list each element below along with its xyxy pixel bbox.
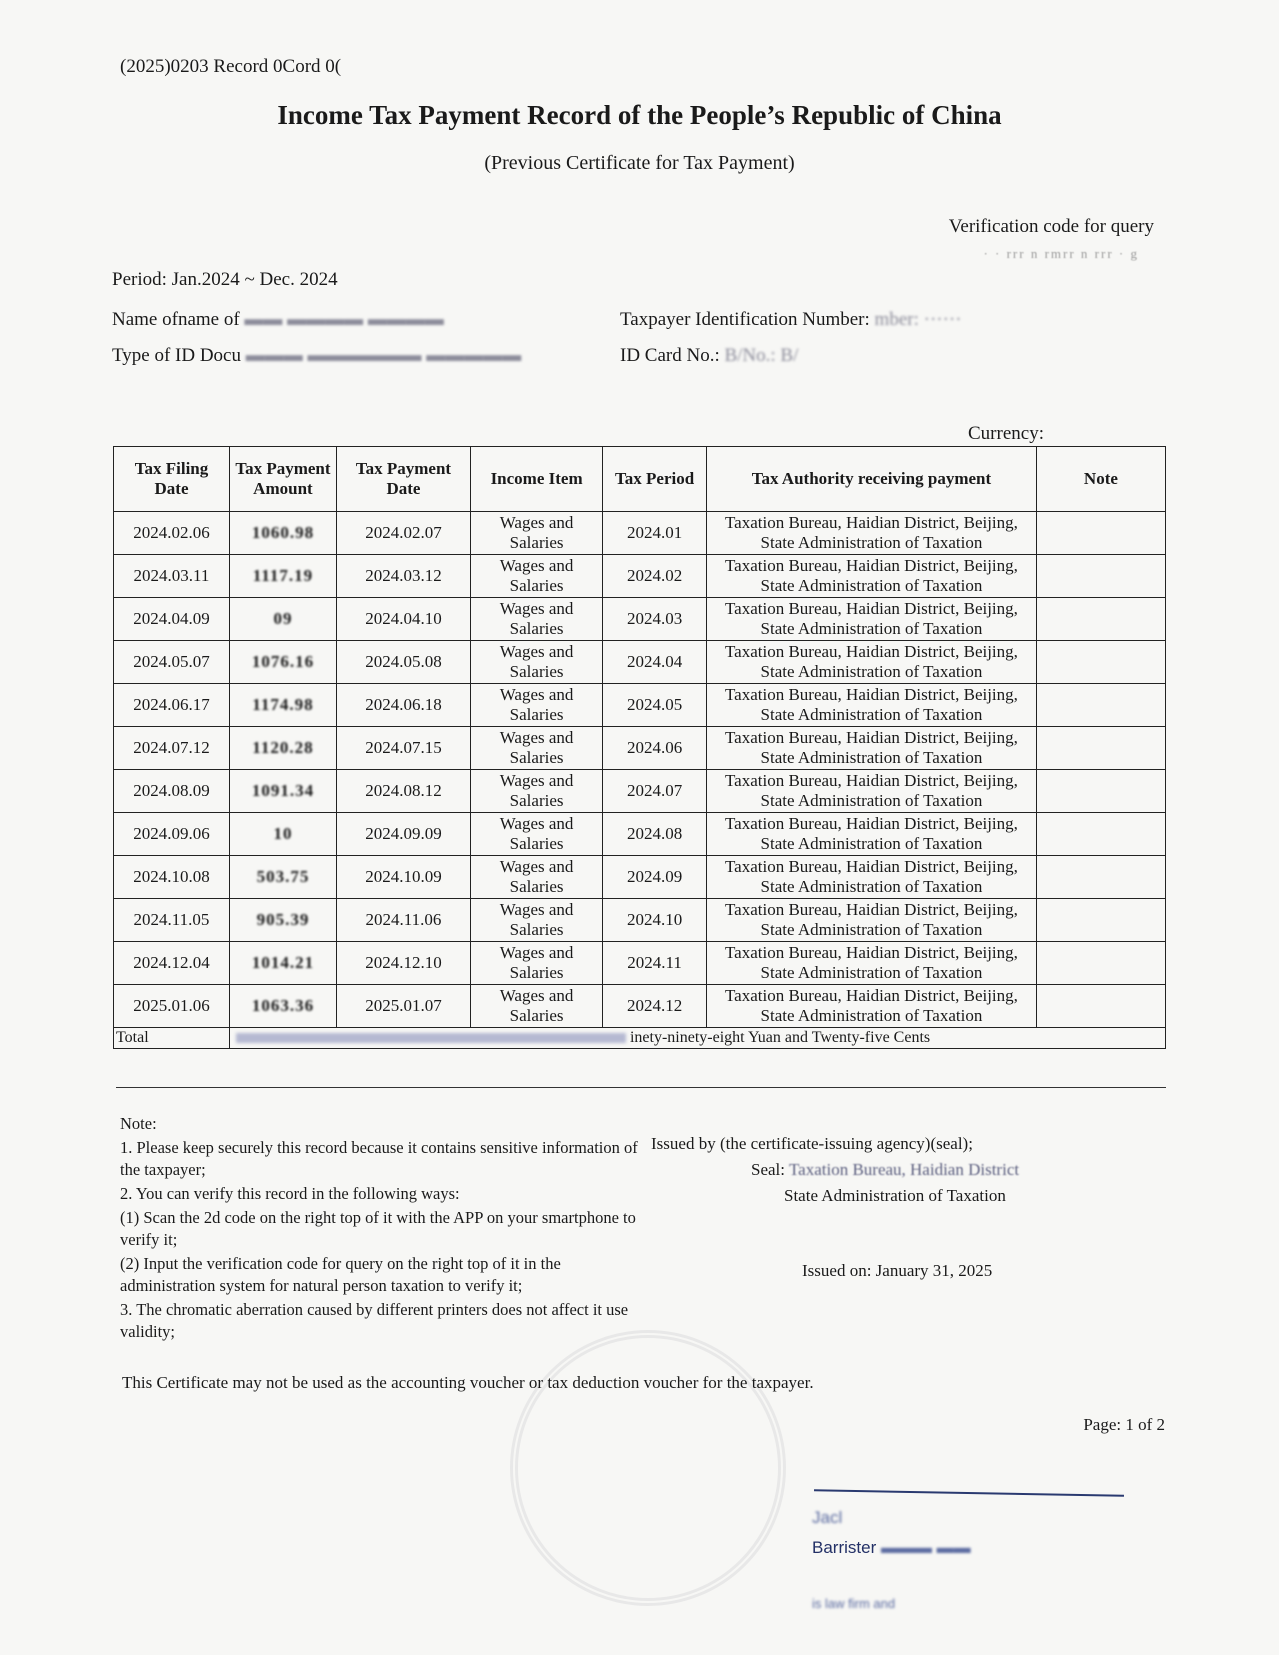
- cell-tax-period: 2024.11: [603, 942, 707, 985]
- notes-heading: Note:: [120, 1114, 157, 1133]
- cell-tax-period: 2024.04: [603, 641, 707, 684]
- cell-tax-period: 2024.09: [603, 856, 707, 899]
- cell-tax-amount: 1076.16: [229, 641, 336, 684]
- cell-tax-amount: 1120.28: [229, 727, 336, 770]
- cell-note: [1036, 770, 1165, 813]
- id-card-field: [620, 345, 798, 367]
- table-total-row: [114, 1028, 1166, 1049]
- cell-filing-date: 2024.12.04: [114, 942, 230, 985]
- cell-tax-period: 2024.08: [603, 813, 707, 856]
- cell-tax-authority: Taxation Bureau, Haidian District, Beijing, State Administration of Taxation: [707, 598, 1037, 641]
- period-field: Period: Jan.2024 ~ Dec. 2024: [112, 269, 338, 290]
- note-item: (2) Input the verification code for query on the right top of it in the administration system for natural person taxation to verify it;: [120, 1254, 561, 1295]
- cell-tax-period: 2024.03: [603, 598, 707, 641]
- tin-field: [620, 309, 962, 331]
- table-row: [114, 985, 1166, 1028]
- cell-note: [1036, 942, 1165, 985]
- cell-tax-authority: Taxation Bureau, Haidian District, Beijing, State Administration of Taxation: [707, 555, 1037, 598]
- seal-line: [751, 1160, 1019, 1180]
- barrister-label: Barrister ▬▬▬ ▬▬: [812, 1538, 971, 1557]
- cell-tax-authority: Taxation Bureau, Haidian District, Beijing, State Administration of Taxation: [707, 985, 1037, 1028]
- col-header-note: Note: [1036, 447, 1165, 512]
- cell-income-item: Wages and Salaries: [471, 942, 603, 985]
- table-row: [114, 641, 1166, 684]
- document-reference: (2025)0203 Record 0Cord 0(: [120, 56, 342, 77]
- table-row: [114, 942, 1166, 985]
- cell-payment-date: 2024.03.12: [336, 555, 470, 598]
- cell-note: [1036, 512, 1165, 555]
- cell-income-item: Wages and Salaries: [471, 512, 603, 555]
- cell-tax-amount: 503.75: [229, 856, 336, 899]
- cell-tax-authority: Taxation Bureau, Haidian District, Beijing, State Administration of Taxation: [707, 727, 1037, 770]
- table-row: [114, 512, 1166, 555]
- cell-tax-authority: Taxation Bureau, Haidian District, Beijing, State Administration of Taxation: [707, 856, 1037, 899]
- cell-note: [1036, 856, 1165, 899]
- cell-payment-date: 2024.08.12: [336, 770, 470, 813]
- cell-tax-amount: 1091.34: [229, 770, 336, 813]
- cell-tax-amount: 10: [229, 813, 336, 856]
- cell-tax-period: 2024.07: [603, 770, 707, 813]
- page-indicator: Page: 1 of 2: [1083, 1415, 1165, 1434]
- tin-value: mber: ······: [874, 309, 962, 330]
- cell-payment-date: 2025.01.07: [336, 985, 470, 1028]
- cell-filing-date: 2024.04.09: [114, 598, 230, 641]
- seal-value: Taxation Bureau, Haidian District: [788, 1160, 1020, 1179]
- law-firm-text: is law firm and: [812, 1596, 896, 1611]
- cell-tax-amount: 1117.19: [229, 555, 336, 598]
- tin-label: Taxpayer Identification Number:: [620, 309, 870, 330]
- col-header-filing-date: Tax Filing Date: [114, 447, 230, 512]
- cell-payment-date: 2024.11.06: [336, 899, 470, 942]
- col-header-amount: Tax Payment Amount: [229, 447, 336, 512]
- cell-filing-date: 2024.08.09: [114, 770, 230, 813]
- table-row: [114, 899, 1166, 942]
- id-card-value: B/No.: B/: [724, 345, 799, 366]
- cell-payment-date: 2024.05.08: [336, 641, 470, 684]
- id-type-label: Type of ID Docu: [112, 345, 241, 366]
- cell-note: [1036, 684, 1165, 727]
- cell-tax-authority: Taxation Bureau, Haidian District, Beijing, State Administration of Taxation: [707, 684, 1037, 727]
- cell-tax-authority: Taxation Bureau, Haidian District, Beijing, State Administration of Taxation: [707, 770, 1037, 813]
- id-card-label: ID Card No.:: [620, 345, 720, 366]
- table-row: [114, 598, 1166, 641]
- cell-note: [1036, 985, 1165, 1028]
- section-divider: [116, 1087, 1166, 1088]
- cell-income-item: Wages and Salaries: [471, 727, 603, 770]
- col-header-payment-date: Tax Payment Date: [336, 447, 470, 512]
- cell-income-item: Wages and Salaries: [471, 856, 603, 899]
- cell-note: [1036, 813, 1165, 856]
- col-header-tax-period: Tax Period: [603, 447, 707, 512]
- cell-note: [1036, 598, 1165, 641]
- cell-note: [1036, 555, 1165, 598]
- cell-tax-authority: Taxation Bureau, Haidian District, Beijing, State Administration of Taxation: [707, 899, 1037, 942]
- cell-filing-date: 2024.03.11: [114, 555, 230, 598]
- note-item: 3. The chromatic aberration caused by different printers does not affect it use validity;: [120, 1300, 629, 1341]
- cell-note: [1036, 727, 1165, 770]
- cell-income-item: Wages and Salaries: [471, 770, 603, 813]
- cell-payment-date: 2024.06.18: [336, 684, 470, 727]
- table-row: [114, 770, 1166, 813]
- document-subtitle: (Previous Certificate for Tax Payment): [484, 152, 795, 174]
- total-label: Total: [114, 1028, 230, 1049]
- cell-payment-date: 2024.09.09: [336, 813, 470, 856]
- table-row: [114, 856, 1166, 899]
- table-row: [114, 555, 1166, 598]
- cell-tax-amount: 09: [229, 598, 336, 641]
- cell-filing-date: 2024.11.05: [114, 899, 230, 942]
- cell-payment-date: 2024.04.10: [336, 598, 470, 641]
- cell-tax-authority: Taxation Bureau, Haidian District, Beijing, State Administration of Taxation: [707, 813, 1037, 856]
- name-redacted: ▬▬ ▬▬▬▬ ▬▬▬▬: [244, 309, 444, 330]
- table-row: [114, 813, 1166, 856]
- cell-payment-date: 2024.02.07: [336, 512, 470, 555]
- tax-payment-table: [113, 446, 1166, 1049]
- total-amount-text: inety-ninety-eight Yuan and Twenty-five Cents: [229, 1028, 1165, 1049]
- cell-tax-amount: 1174.98: [229, 684, 336, 727]
- table-row: [114, 727, 1166, 770]
- id-type-redacted: ▬▬▬ ▬▬▬▬▬▬ ▬▬▬▬▬: [245, 345, 522, 366]
- total-redacted: [236, 1033, 626, 1043]
- document-title: Income Tax Payment Record of the People’s Republic of China: [277, 100, 1002, 130]
- name-label: Name ofname of: [112, 309, 240, 330]
- cell-note: [1036, 899, 1165, 942]
- note-item: 2. You can verify this record in the following ways:: [120, 1184, 460, 1203]
- cell-tax-authority: Taxation Bureau, Haidian District, Beijing, State Administration of Taxation: [707, 942, 1037, 985]
- cell-note: [1036, 641, 1165, 684]
- cell-tax-period: 2024.10: [603, 899, 707, 942]
- cell-tax-amount: 1063.36: [229, 985, 336, 1028]
- issuing-administration: State Administration of Taxation: [784, 1186, 1006, 1205]
- cell-filing-date: 2024.05.07: [114, 641, 230, 684]
- certificate-disclaimer: This Certificate may not be used as the accounting voucher or tax deduction voucher for the taxpayer.: [122, 1373, 814, 1392]
- cell-income-item: Wages and Salaries: [471, 899, 603, 942]
- cell-tax-amount: 905.39: [229, 899, 336, 942]
- verification-code-value: · · rrr n rmrr n rrr · g: [983, 246, 1139, 261]
- note-item: (1) Scan the 2d code on the right top of it with the APP on your smartphone to verify it;: [120, 1208, 636, 1249]
- cell-income-item: Wages and Salaries: [471, 641, 603, 684]
- issued-on-date: Issued on: January 31, 2025: [802, 1261, 993, 1280]
- cell-tax-period: 2024.06: [603, 727, 707, 770]
- name-field: [112, 309, 444, 331]
- cell-payment-date: 2024.12.10: [336, 942, 470, 985]
- cell-tax-period: 2024.12: [603, 985, 707, 1028]
- col-header-income-item: Income Item: [471, 447, 603, 512]
- cell-filing-date: 2024.02.06: [114, 512, 230, 555]
- cell-income-item: Wages and Salaries: [471, 684, 603, 727]
- table-header-row: [114, 447, 1166, 512]
- cell-filing-date: 2025.01.06: [114, 985, 230, 1028]
- cell-filing-date: 2024.07.12: [114, 727, 230, 770]
- cell-tax-authority: Taxation Bureau, Haidian District, Beijing, State Administration of Taxation: [707, 512, 1037, 555]
- cell-tax-amount: 1014.21: [229, 942, 336, 985]
- cell-tax-period: 2024.02: [603, 555, 707, 598]
- notes-section: [120, 1113, 640, 1345]
- cell-tax-authority: Taxation Bureau, Haidian District, Beijing, State Administration of Taxation: [707, 641, 1037, 684]
- faded-seal-watermark: [510, 1330, 786, 1606]
- cell-income-item: Wages and Salaries: [471, 813, 603, 856]
- table-row: [114, 684, 1166, 727]
- signature-mark: Jacl: [812, 1508, 843, 1527]
- signature-line: [814, 1489, 1124, 1496]
- barrister-stamp: [800, 1488, 1140, 1638]
- verification-code-label: Verification code for query: [948, 216, 1154, 237]
- cell-tax-period: 2024.01: [603, 512, 707, 555]
- cell-tax-period: 2024.05: [603, 684, 707, 727]
- note-item: 1. Please keep securely this record because it contains sensitive information of the taxpayer;: [120, 1138, 638, 1179]
- seal-label: Seal:: [751, 1160, 785, 1179]
- cell-filing-date: 2024.06.17: [114, 684, 230, 727]
- issued-by-label: Issued by (the certificate-issuing agency)(seal);: [651, 1134, 973, 1153]
- cell-income-item: Wages and Salaries: [471, 985, 603, 1028]
- cell-filing-date: 2024.09.06: [114, 813, 230, 856]
- col-header-tax-authority: Tax Authority receiving payment: [707, 447, 1037, 512]
- cell-income-item: Wages and Salaries: [471, 598, 603, 641]
- cell-payment-date: 2024.10.09: [336, 856, 470, 899]
- cell-tax-amount: 1060.98: [229, 512, 336, 555]
- cell-filing-date: 2024.10.08: [114, 856, 230, 899]
- id-type-field: [112, 345, 521, 367]
- currency-label: Currency:: [968, 423, 1044, 444]
- cell-income-item: Wages and Salaries: [471, 555, 603, 598]
- cell-payment-date: 2024.07.15: [336, 727, 470, 770]
